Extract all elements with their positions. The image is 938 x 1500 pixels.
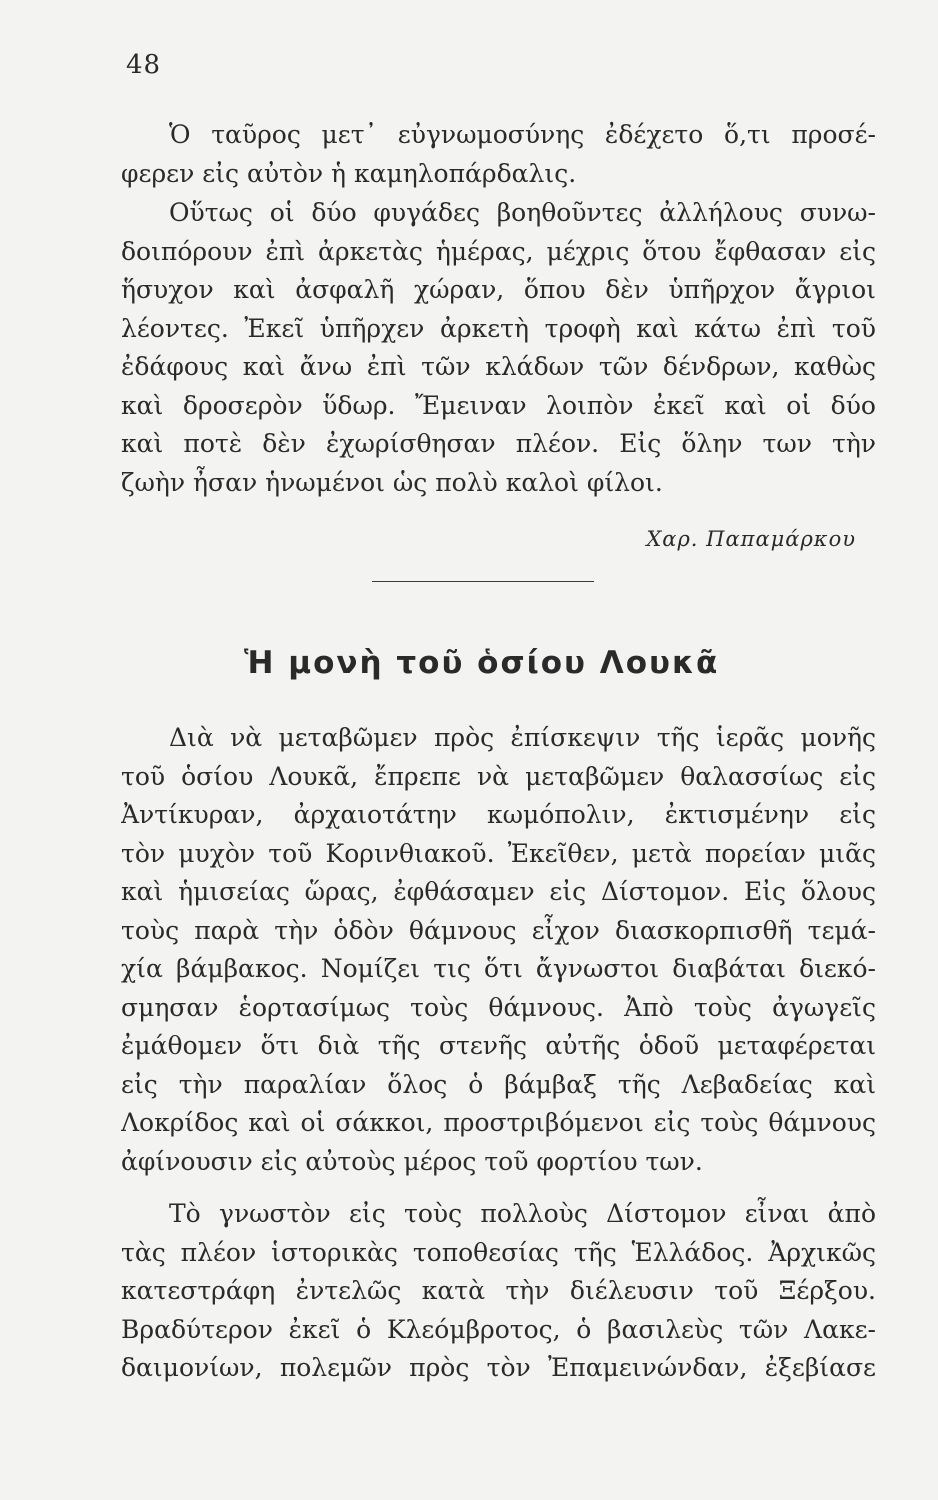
paragraph-bull-ending (121, 116, 876, 193)
text-line: κατεστράφη ἐντελῶς κατὰ τὴν διέλευσιν τοῦ Ξέρξου. (121, 1276, 876, 1305)
text-line: εἰς τὴν παραλίαν ὅλος ὁ βάμβαξ τῆς Λεβαδείας καὶ (121, 1069, 876, 1099)
text-line: καὶ ἡμισείας ὥρας, ἐφθάσαμεν εἰς Δίστομον. Εἰς ὅλους (121, 877, 876, 906)
text-line: Ὁ ταῦρος μετ᾿ εὐγνωμοσύνης ἐδέχετο ὅ,τι προσέ- (169, 120, 876, 149)
paragraph-distomo-history (121, 1195, 876, 1388)
text-line: καὶ δροσερὸν ὕδωρ. Ἔμειναν λοιπὸν ἐκεῖ καὶ οἱ δύο (121, 390, 876, 420)
page-number: 48 (126, 50, 162, 80)
paragraph-monastery-visit (121, 719, 876, 1181)
text-line: χία βάμβακος. Νομίζει τις ὅτι ἄγνωστοι διαβάται διεκό- (121, 954, 876, 983)
text-line: τὰς πλέον ἱστορικὰς τοποθεσίας τῆς Ἑλλάδος. Ἀρχικῶς (121, 1237, 876, 1267)
text-line: ἀφίνουσιν εἰς αὐτοὺς μέρος τοῦ φορτίου των. (121, 1146, 703, 1176)
text-line: Βραδύτερον ἐκεῖ ὁ Κλεόμβροτος, ὁ βασιλεὺς τῶν Λακε- (121, 1314, 876, 1344)
text-line: Τὸ γνωστὸν εἰς τοὺς πολλοὺς Δίστομον εἶναι ἀπὸ (169, 1199, 876, 1228)
text-line: ἐδάφους καὶ ἄνω ἐπὶ τῶν κλάδων τῶν δένδρων, καθὼς (121, 352, 876, 381)
text-line: φερεν εἰς αὐτὸν ἡ καμηλοπάρδαλις. (121, 158, 577, 188)
text-line: λέοντες. Ἐκεῖ ὑπῆρχεν ἀρκετὴ τροφὴ καὶ κάτω ἐπὶ τοῦ (121, 313, 876, 343)
paragraph-fugitives (121, 194, 876, 502)
text-line: ζωὴν ἦσαν ἡνωμένοι ὡς πολὺ καλοὶ φίλοι. (121, 467, 663, 497)
text-line: δοιπόρουν ἐπὶ ἀρκετὰς ἡμέρας, μέχρις ὅτου ἔφθασαν εἰς (121, 236, 876, 266)
text-line: σμησαν ἑορτασίμως τοὺς θάμνους. Ἀπὸ τοὺς ἀγωγεῖς (121, 992, 876, 1022)
text-line: Οὕτως οἱ δύο φυγάδες βοηθοῦντες ἀλλήλους συνω- (169, 198, 876, 227)
text-line: Λοκρίδος καὶ οἱ σάκκοι, προστριβόμενοι εἰς τοὺς θάμνους (121, 1108, 876, 1137)
text-line: ἥσυχον καὶ ἀσφαλῆ χώραν, ὅπου δὲν ὑπῆρχον ἄγριοι (121, 275, 876, 304)
author-signature: Χαρ. Παπαμάρκου (646, 527, 856, 551)
text-line: τὸν μυχὸν τοῦ Κορινθιακοῦ. Ἐκεῖθεν, μετὰ πορείαν μιᾶς (121, 838, 876, 868)
section-divider (372, 581, 594, 582)
text-line: δαιμονίων, πολεμῶν πρὸς τὸν Ἐπαμεινώνδαν, ἐξεβίασε (121, 1353, 876, 1382)
text-line: τοῦ ὁσίου Λουκᾶ, ἔπρεπε νὰ μεταβῶμεν θαλασσίως εἰς (121, 761, 876, 791)
text-line: τοὺς παρὰ τὴν ὁδὸν θάμνους εἶχον διασκορπισθῆ τεμά- (121, 915, 876, 945)
section-title: Ἡ μονὴ τοῦ ὁσίου Λουκᾶ (244, 645, 720, 681)
text-line: Διὰ νὰ μεταβῶμεν πρὸς ἐπίσκεψιν τῆς ἱερᾶς μονῆς (169, 723, 876, 752)
text-line: καὶ ποτὲ δὲν ἐχωρίσθησαν πλέον. Εἰς ὅλην των τὴν (121, 429, 876, 458)
text-line: ἐμάθομεν ὅτι διὰ τῆς στενῆς αὐτῆς ὁδοῦ μεταφέρεται (121, 1031, 876, 1060)
text-line: Ἀντίκυραν, ἀρχαιοτάτην κωμόπολιν, ἐκτισμένην εἰς (121, 800, 876, 829)
